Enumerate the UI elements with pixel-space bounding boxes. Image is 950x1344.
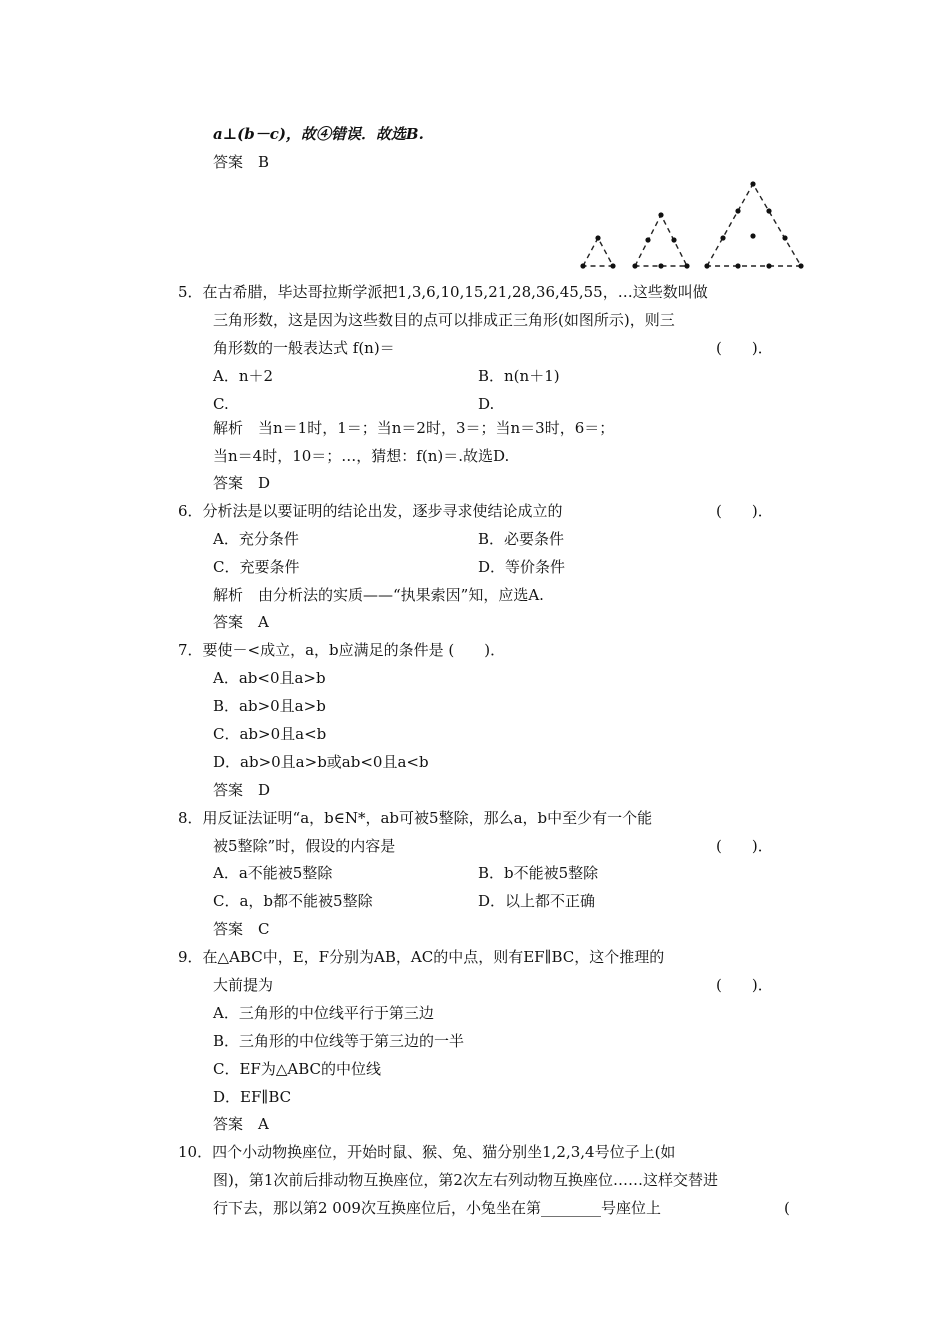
q6-answer-paren: ( )． <box>716 502 773 520</box>
q6-option-b: B．必要条件 <box>478 530 565 548</box>
q5-solution-line2: 当n＝4时，10＝；…，猜想：f(n)＝.故选D. <box>213 447 510 465</box>
q8-answer: 答案 C <box>213 920 270 938</box>
dot <box>782 235 787 240</box>
q5-stem-line3: 角形数的一般表达式 f(n)＝ <box>213 339 395 357</box>
dot <box>671 237 676 242</box>
q7-option-c: C．ab>0且a<b <box>213 725 327 743</box>
q5-option-c: C. <box>213 395 229 413</box>
q9-stem-line1: 9．在△ABC中，E，F分别为AB，AC的中点，则有EF∥BC，这个推理的 <box>178 948 665 966</box>
dot <box>658 263 663 268</box>
dot <box>684 263 689 268</box>
dot <box>658 212 663 217</box>
dot <box>766 263 771 268</box>
q8-stem-line1: 8．用反证法证明“a，b∈N*，ab可被5整除，那么a，b中至少有一个能 <box>178 809 653 827</box>
q9-answer-paren: ( )． <box>716 976 773 994</box>
q6-solution: 解析 由分析法的实质——“执果索因”知，应选A. <box>213 586 544 604</box>
dot <box>645 237 650 242</box>
dot <box>595 235 600 240</box>
triangular-numbers-figure <box>575 176 807 272</box>
q8-stem-line2: 被5整除”时，假设的内容是 <box>213 837 396 855</box>
dot <box>735 263 740 268</box>
q9-option-a: A．三角形的中位线平行于第三边 <box>213 1004 434 1022</box>
q7-stem: 7．要使－<成立，a，b应满足的条件是 ( )． <box>178 641 506 659</box>
q8-option-b: B．b不能被5整除 <box>478 864 599 882</box>
q5-solution-line1: 解析 当n＝1时，1＝；当n＝2时，3＝；当n＝3时，6＝； <box>213 419 615 437</box>
dot <box>735 208 740 213</box>
triangle-n3 <box>635 215 687 266</box>
q8-option-d: D．以上都不正确 <box>478 892 596 910</box>
q10-stem-line2: 图)，第1次前后排动物互换座位，第2次左右列动物互换座位……这样交替进 <box>213 1171 718 1189</box>
q10-answer-paren: ( <box>784 1199 790 1217</box>
q9-stem-line2: 大前提为 <box>213 976 274 994</box>
q10-stem-line3: 行下去，那以第2 009次互换座位后，小兔坐在第________号座位上 <box>213 1199 661 1217</box>
triangle-n2 <box>583 238 613 266</box>
q9-answer: 答案 A <box>213 1115 269 1133</box>
q5-option-d: D. <box>478 395 495 413</box>
q8-answer-paren: ( )． <box>716 837 773 855</box>
prev-solution-line: a⊥(b－c)，故④错误．故选B. <box>213 125 424 143</box>
q6-option-a: A．充分条件 <box>213 530 299 548</box>
q9-option-c: C．EF为△ABC的中位线 <box>213 1060 381 1078</box>
dot <box>704 263 709 268</box>
q8-option-a: A．a不能被5整除 <box>213 864 333 882</box>
q5-stem-line1: 5．在古希腊，毕达哥拉斯学派把1,3,6,10,15,21,28,36,45,55，…这些数叫做 <box>178 283 708 301</box>
q7-answer: 答案 D <box>213 781 271 799</box>
dot <box>720 235 725 240</box>
q7-option-d: D．ab>0且a>b或ab<0且a<b <box>213 753 429 771</box>
q5-answer-paren: ( )． <box>716 339 773 357</box>
q5-answer: 答案 D <box>213 474 271 492</box>
dot <box>632 263 637 268</box>
dot <box>766 208 771 213</box>
q6-answer: 答案 A <box>213 613 269 631</box>
q5-option-b: B．n(n＋1) <box>478 367 560 385</box>
q9-option-d: D．EF∥BC <box>213 1088 292 1106</box>
q6-option-c: C．充要条件 <box>213 558 300 576</box>
dot <box>610 263 615 268</box>
dot <box>580 263 585 268</box>
q10-stem-line1: 10．四个小动物换座位，开始时鼠、猴、兔、猫分别坐1,2,3,4号位子上(如 <box>178 1143 676 1161</box>
dot <box>798 263 803 268</box>
q5-stem-line2: 三角形数，这是因为这些数目的点可以排成正三角形(如图所示)，则三 <box>213 311 675 329</box>
q5-option-a: A．n＋2 <box>213 367 274 385</box>
q7-option-b: B．ab>0且a>b <box>213 697 326 715</box>
q9-option-b: B．三角形的中位线等于第三边的一半 <box>213 1032 465 1050</box>
q7-option-a: A．ab<0且a>b <box>213 669 326 687</box>
prev-answer: 答案 B <box>213 153 270 171</box>
dot <box>750 233 755 238</box>
q6-option-d: D．等价条件 <box>478 558 566 576</box>
q6-stem: 6．分析法是以要证明的结论出发，逐步寻求使结论成立的 <box>178 502 563 520</box>
dot <box>750 181 755 186</box>
q8-option-c: C．a，b都不能被5整除 <box>213 892 373 910</box>
triangle-n4 <box>707 184 801 266</box>
